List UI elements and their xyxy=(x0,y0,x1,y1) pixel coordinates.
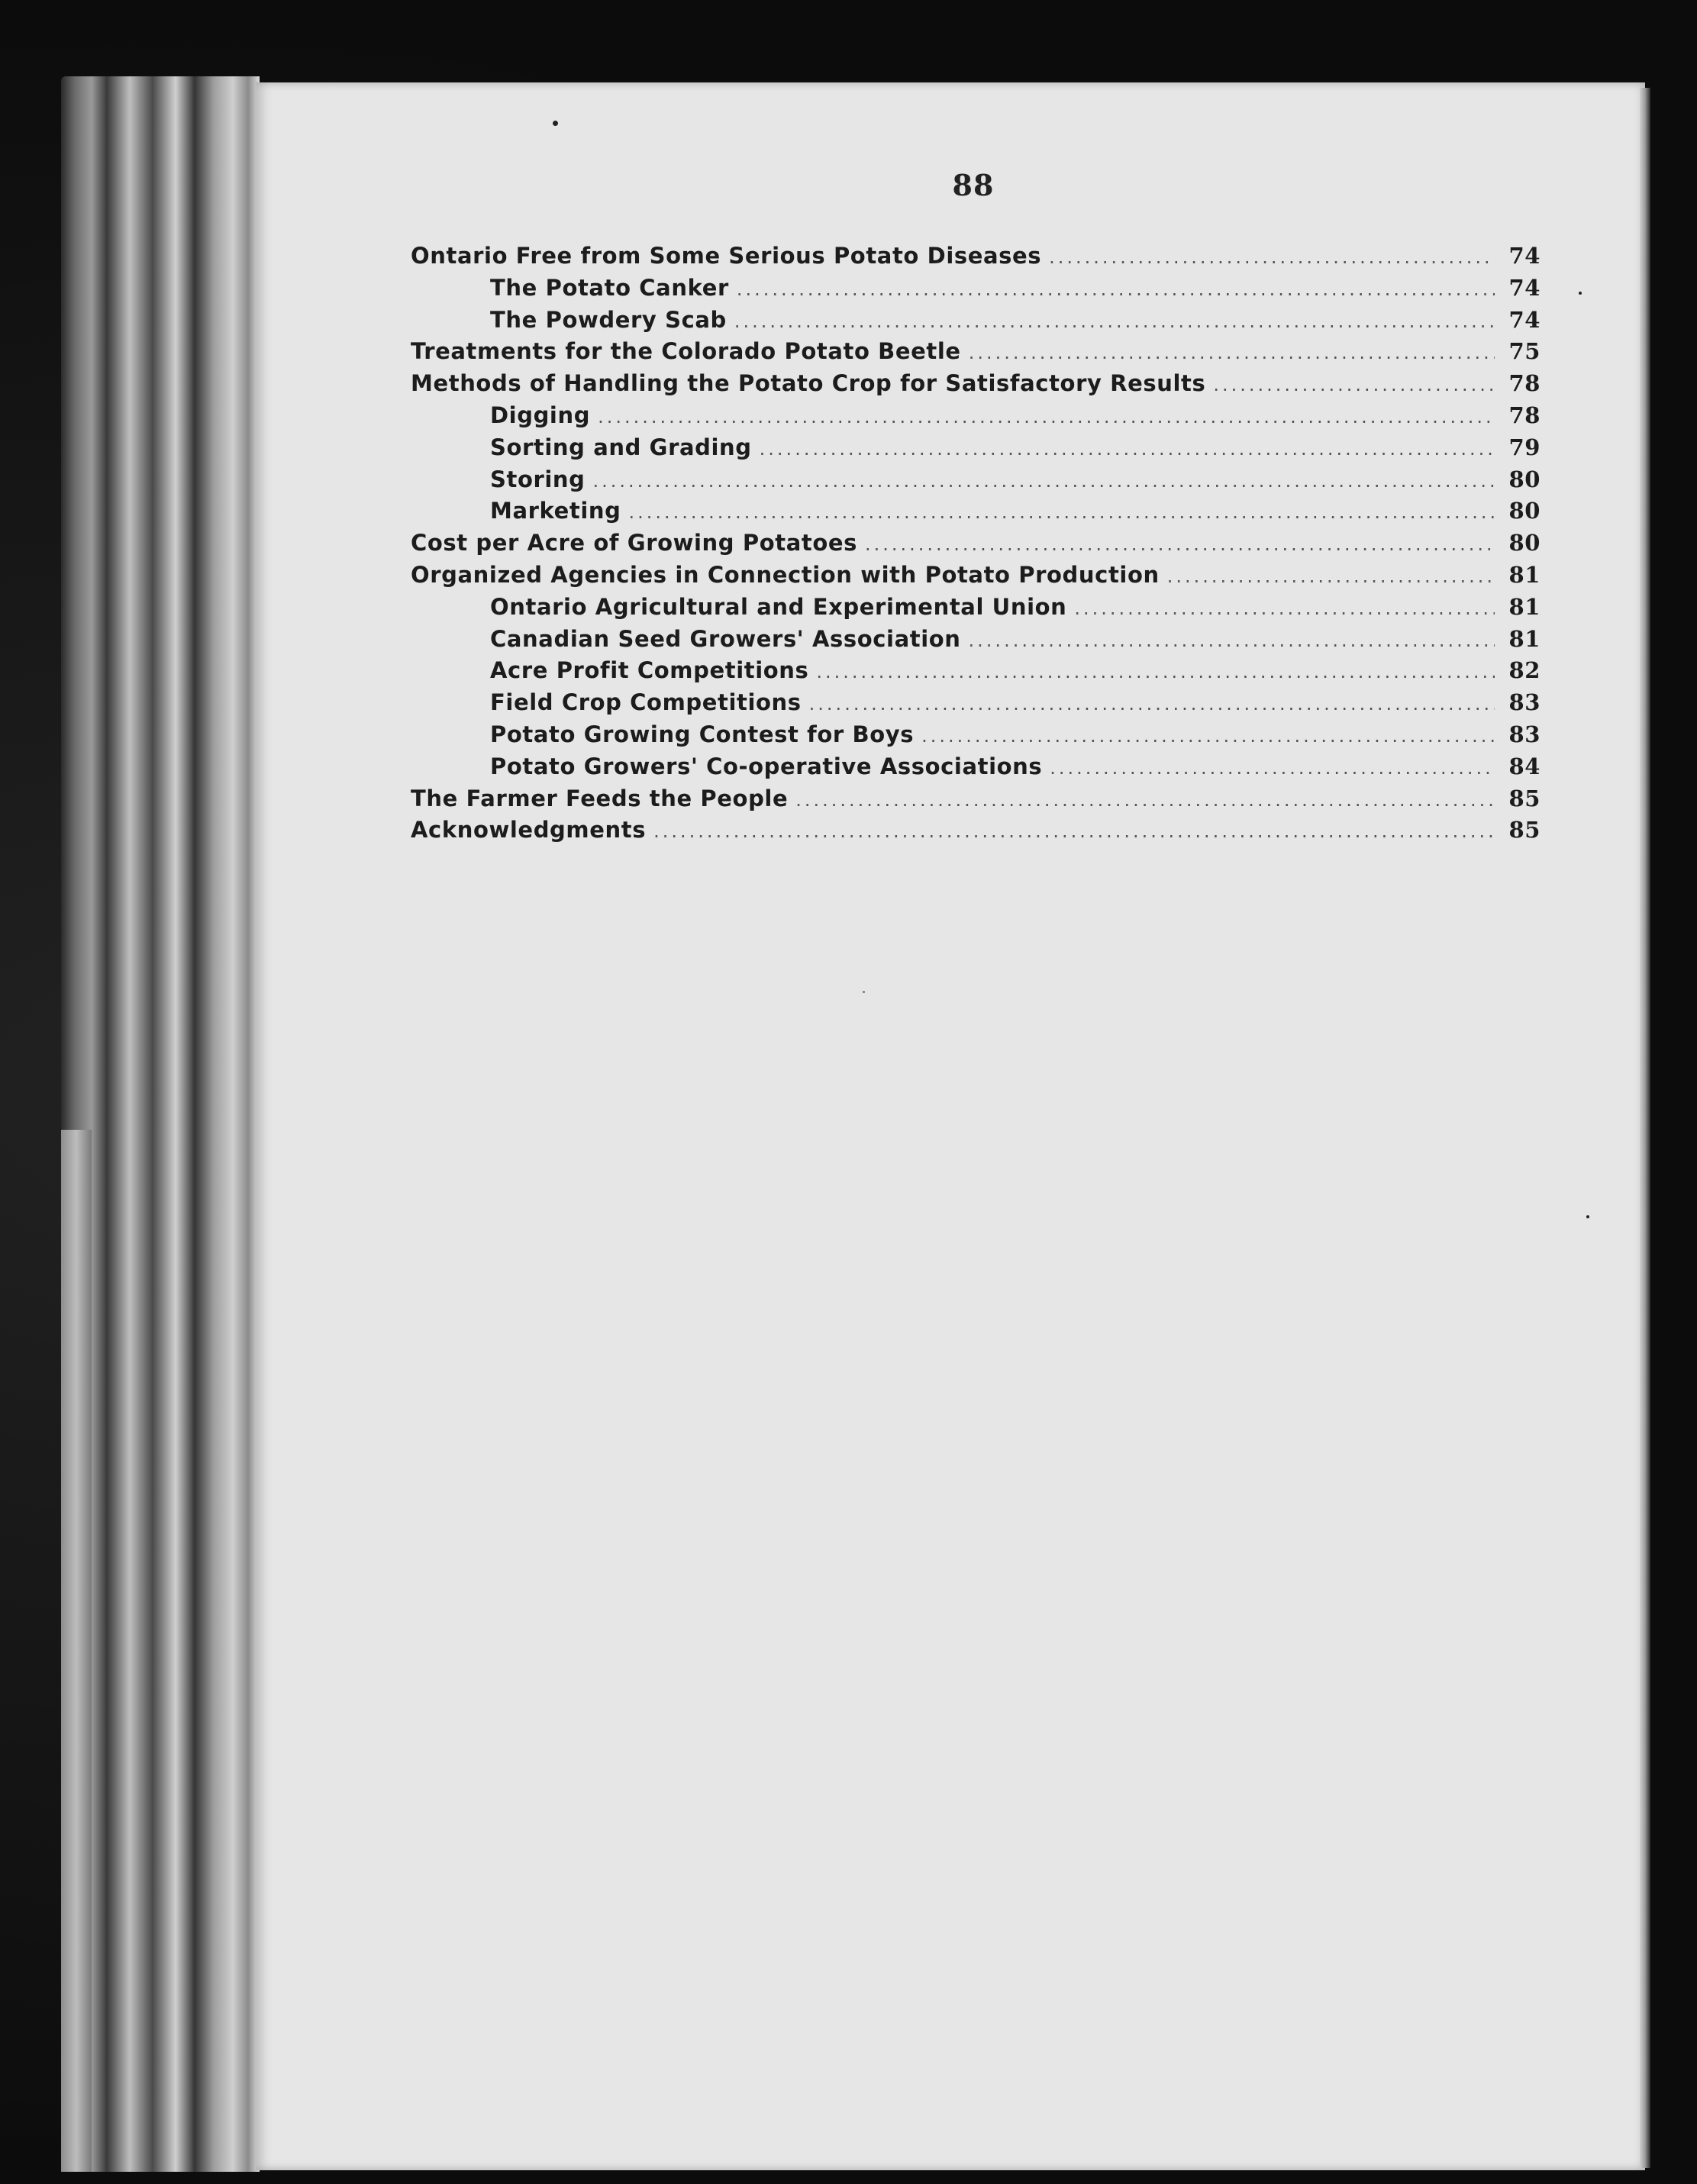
ink-speck xyxy=(1579,292,1582,295)
toc-entry-title: Acre Profit Competitions xyxy=(490,657,809,684)
toc-dot-leader xyxy=(653,821,1495,842)
toc-entry-title: Potato Growers' Co-operative Associations xyxy=(490,753,1043,779)
toc-entry xyxy=(411,562,1541,594)
toc-entry xyxy=(411,402,1541,434)
toc-entry-page: 74 xyxy=(1508,274,1541,301)
ink-speck xyxy=(553,121,558,126)
toc-dot-leader xyxy=(1049,247,1495,268)
toc-dot-leader xyxy=(1167,566,1495,587)
toc-entry xyxy=(411,786,1541,818)
toc-entry xyxy=(411,434,1541,466)
toc-entry xyxy=(411,689,1541,721)
toc-entry-title: The Powdery Scab xyxy=(490,306,727,333)
toc-entry xyxy=(411,466,1541,498)
toc-entry-title: Field Crop Competitions xyxy=(490,689,802,716)
toc-entry xyxy=(411,370,1541,402)
toc-entry-page: 81 xyxy=(1508,625,1541,652)
toc-entry-title: Marketing xyxy=(490,498,621,524)
toc-entry-page: 75 xyxy=(1508,338,1541,365)
toc-dot-leader xyxy=(598,406,1495,427)
toc-entry xyxy=(411,275,1541,307)
toc-entry-title: Potato Growing Contest for Boys xyxy=(490,721,915,747)
toc-entry xyxy=(411,626,1541,658)
toc-entry xyxy=(411,657,1541,689)
toc-entry-page: 78 xyxy=(1508,370,1541,397)
toc-dot-leader xyxy=(795,789,1495,811)
toc-entry-page: 80 xyxy=(1508,530,1541,556)
toc-dot-leader xyxy=(969,342,1495,363)
toc-entry-title: Ontario Free from Some Serious Potato Diseases xyxy=(411,243,1042,269)
toc-entry xyxy=(411,338,1541,370)
toc-entry-page: 85 xyxy=(1508,817,1541,844)
toc-entry-title: Storing xyxy=(490,466,586,492)
toc-entry-page: 74 xyxy=(1508,306,1541,333)
toc-entry-title: Sorting and Grading xyxy=(490,434,752,460)
ink-speck xyxy=(1586,1215,1589,1218)
toc-dot-leader xyxy=(737,279,1495,300)
toc-dot-leader xyxy=(816,661,1495,682)
toc-dot-leader xyxy=(1074,598,1495,619)
toc-entry-title: Treatments for the Colorado Potato Beetle xyxy=(411,338,961,365)
toc-dot-leader xyxy=(921,725,1495,747)
page-edge xyxy=(1640,88,1650,2168)
toc-entry xyxy=(411,307,1541,339)
toc-dot-leader xyxy=(593,470,1495,492)
toc-dot-leader xyxy=(734,311,1495,332)
toc-entry-page: 79 xyxy=(1508,434,1541,460)
toc-dot-leader xyxy=(1050,757,1495,779)
toc-entry-page: 85 xyxy=(1508,785,1541,811)
toc-entry xyxy=(411,817,1541,849)
toc-entry xyxy=(411,530,1541,562)
toc-entry-title: Cost per Acre of Growing Potatoes xyxy=(411,530,857,556)
spine-edge xyxy=(61,1130,92,2172)
toc-entry xyxy=(411,594,1541,626)
page-number: 88 xyxy=(952,168,995,202)
toc-dot-leader xyxy=(760,438,1495,460)
toc-entry-page: 74 xyxy=(1508,243,1541,269)
toc-entry-page: 84 xyxy=(1508,753,1541,779)
toc-entry xyxy=(411,721,1541,753)
toc-entry-title: Ontario Agricultural and Experimental Union xyxy=(490,593,1067,620)
toc-entry-page: 81 xyxy=(1508,561,1541,588)
ink-speck xyxy=(863,991,865,993)
toc-entry-page: 80 xyxy=(1508,498,1541,524)
toc-entry-page: 83 xyxy=(1508,689,1541,716)
toc-entry-page: 80 xyxy=(1508,466,1541,492)
toc-dot-leader xyxy=(865,534,1495,555)
toc-entry-title: Methods of Handling the Potato Crop for Satisfactory Results xyxy=(411,370,1206,397)
toc-dot-leader xyxy=(1213,374,1495,395)
toc-entry-page: 82 xyxy=(1508,657,1541,684)
toc-entry xyxy=(411,498,1541,530)
toc-entry-title: The Potato Canker xyxy=(490,274,729,301)
table-of-contents xyxy=(411,243,1541,849)
toc-entry-page: 78 xyxy=(1508,402,1541,428)
toc-entry-title: Acknowledgments xyxy=(411,817,647,844)
toc-dot-leader xyxy=(969,630,1495,651)
toc-dot-leader xyxy=(809,693,1495,715)
toc-entry-page: 81 xyxy=(1508,593,1541,620)
toc-entry-title: Organized Agencies in Connection with Potato Production xyxy=(411,561,1160,588)
toc-entry-title: Digging xyxy=(490,402,591,428)
toc-entry-title: The Farmer Feeds the People xyxy=(411,785,789,811)
toc-entry-title: Canadian Seed Growers' Association xyxy=(490,625,961,652)
toc-entry xyxy=(411,243,1541,275)
toc-entry-page: 83 xyxy=(1508,721,1541,747)
toc-dot-leader xyxy=(629,502,1495,523)
toc-entry xyxy=(411,753,1541,786)
